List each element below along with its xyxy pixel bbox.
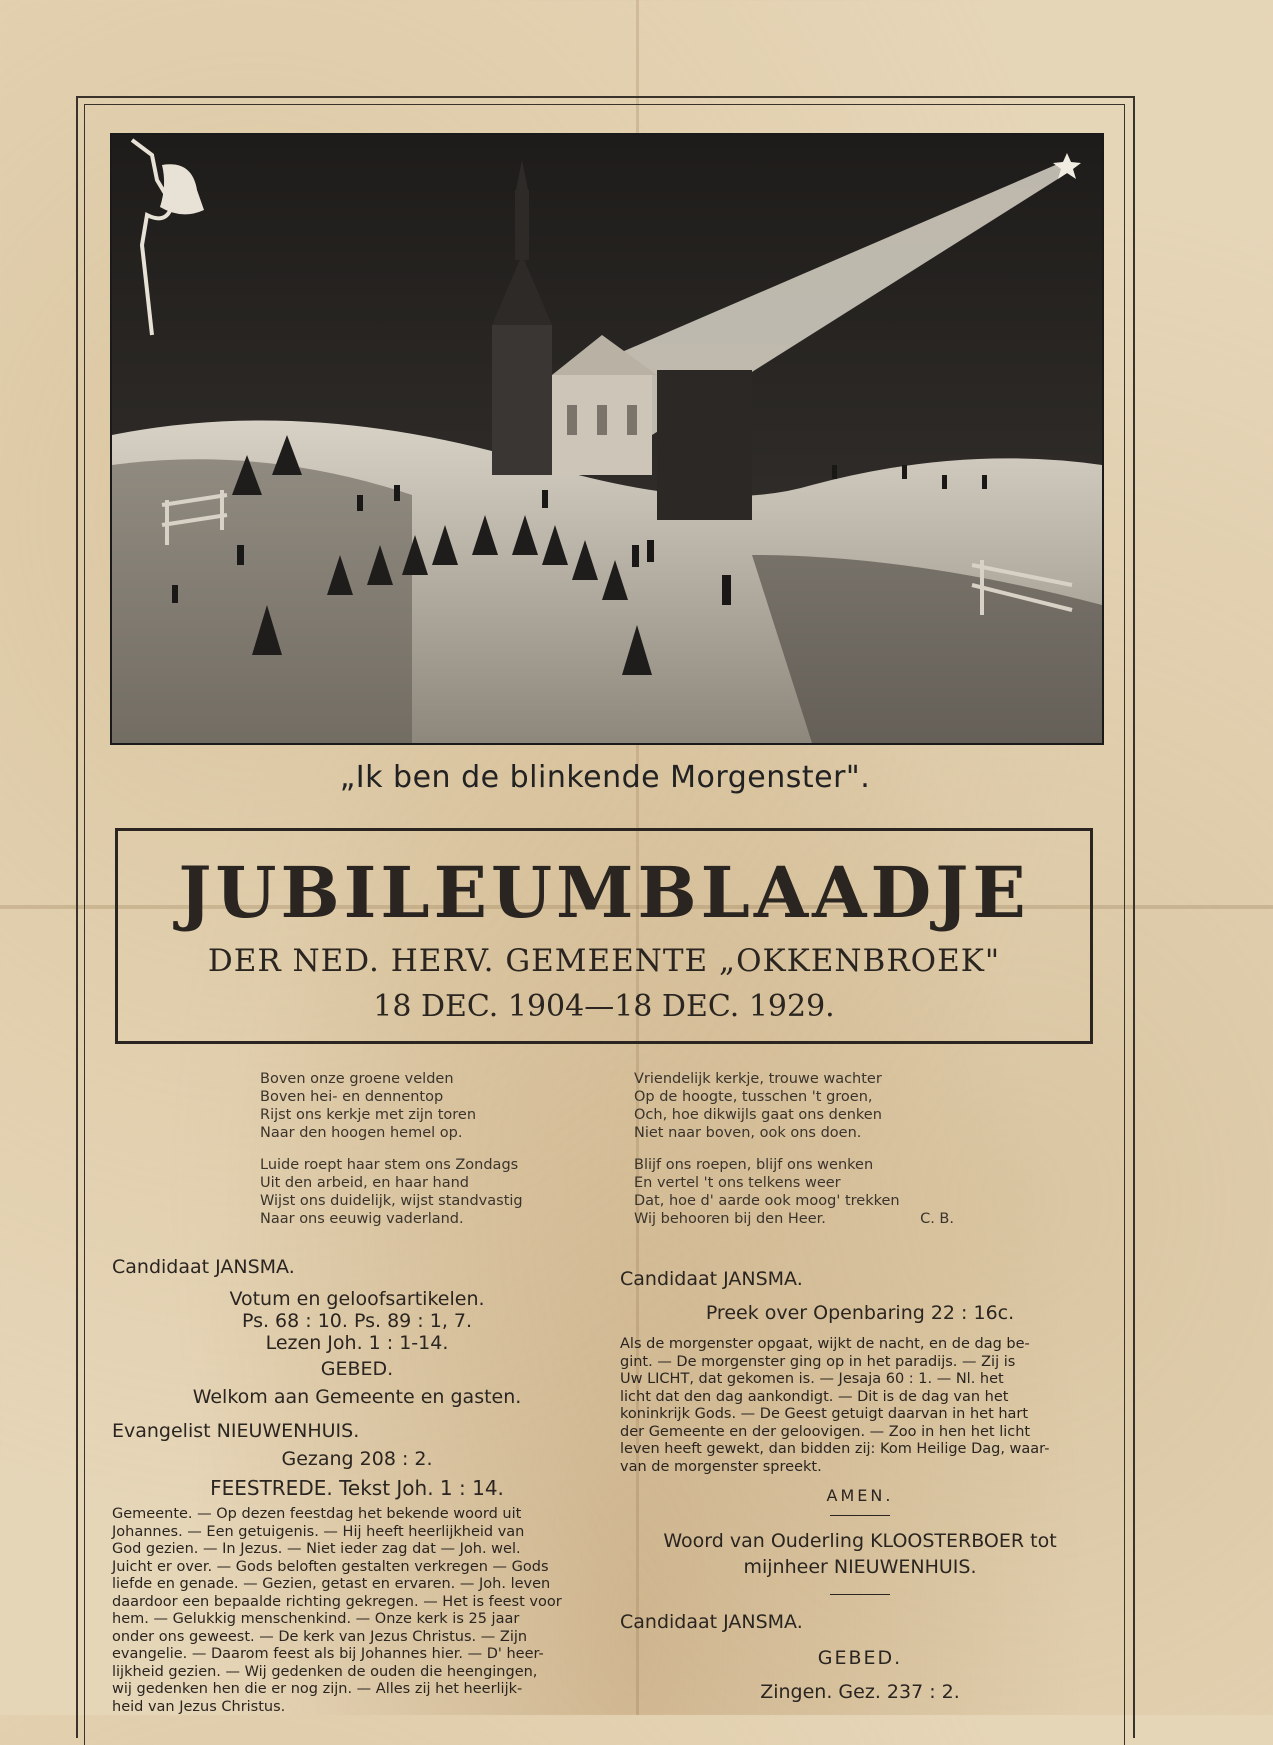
program-item: Lezen Joh. 1 : 1-14. — [265, 1332, 449, 1354]
poem-stanza — [260, 1156, 560, 1228]
program-item: Votum en geloofsartikelen. — [229, 1288, 485, 1310]
program-item: Woord van Ouderling KLOOSTERBOER tot — [663, 1530, 1057, 1552]
poem-line: Naar ons eeuwig vaderland. — [260, 1211, 464, 1227]
poem-line: Blijf ons roepen, blijf ons wenken — [634, 1157, 874, 1173]
page-date: 18 DEC. 1904—18 DEC. 1929. — [373, 989, 835, 1024]
poem-line: Niet naar boven, ook ons doen. — [634, 1125, 862, 1141]
prose-line: der Gemeente en der geloovigen. — Zoo in hen het licht — [620, 1423, 1031, 1440]
program-item: Zingen. Gez. 237 : 2. — [760, 1681, 960, 1703]
separator — [830, 1594, 890, 1595]
poem-left — [260, 1070, 560, 1242]
prose-line: wij gedenken hen die er nog zijn. — Alles zij het heerlijk- — [112, 1681, 523, 1697]
speaker-label: Candidaat JANSMA. — [112, 1256, 295, 1278]
prose-line: hem. — Gelukkig menschenkind. — Onze kerk is 25 jaar — [112, 1611, 520, 1627]
poem-line: Naar den hoogen hemel op. — [260, 1125, 463, 1141]
church-night-illustration — [110, 133, 1104, 745]
poem-line: En vertel 't ons telkens weer — [634, 1175, 841, 1191]
page-title: JUBILEUMBLAADJE — [178, 851, 1030, 934]
poem-line: Boven onze groene velden — [260, 1071, 454, 1087]
poem-stanza — [260, 1070, 560, 1142]
program-right — [620, 1268, 1100, 1703]
program-item: Welkom aan Gemeente en gasten. — [192, 1386, 522, 1408]
page-subtitle: DER NED. HERV. GEMEENTE „OKKENBROEK" — [207, 943, 1001, 979]
program-left — [112, 1256, 602, 1716]
prose-line: God gezien. — In Jezus. — Niet ieder zag dat — Joh. wel. — [112, 1541, 521, 1557]
program-item: mijnheer NIEUWENHUIS. — [743, 1556, 977, 1578]
poem-line: Och, hoe dikwijls gaat ons denken — [634, 1107, 882, 1123]
prose-line: liefde en genade. — Gezien, getast en ervaren. — Joh. leven — [112, 1576, 551, 1592]
prose-line: Johannes. — Een getuigenis. — Hij heeft heerlijkheid van — [112, 1523, 525, 1540]
prose-line: Als de morgenster opgaat, wijkt de nacht, en de dag be- — [620, 1336, 1030, 1352]
poem-line: Rijst ons kerkje met zijn toren — [260, 1107, 477, 1123]
feestrede-heading: FEESTREDE. Tekst Joh. 1 : 14. — [210, 1476, 504, 1500]
title-box — [115, 828, 1093, 1044]
poem-line: Boven hei- en dennentop — [260, 1089, 444, 1105]
prose-line: van de morgenster spreekt. — [620, 1458, 822, 1475]
poem-line: Vriendelijk kerkje, trouwe wachter — [634, 1071, 882, 1087]
poem-line: Dat, hoe d' aarde ook moog' trekken — [634, 1193, 900, 1209]
poem-line: Op de hoogte, tusschen 't groen, — [634, 1089, 873, 1105]
poem-line: Wijst ons duidelijk, wijst standvastig — [260, 1193, 523, 1209]
poem-signature: C. B. — [920, 1211, 954, 1227]
program-item: Ps. 68 : 10. Ps. 89 : 1, 7. — [241, 1310, 473, 1332]
prose-line: heid van Jezus Christus. — [112, 1698, 286, 1715]
poem-right — [634, 1070, 954, 1242]
prose-line: koninkrijk Gods. — De Geest getuigt daarvan in het hart — [620, 1406, 1029, 1422]
speaker-label: Candidaat JANSMA. — [620, 1611, 803, 1633]
amen: AMEN. — [826, 1486, 894, 1505]
speaker-label: Candidaat JANSMA. — [620, 1268, 803, 1290]
prose-line: licht dat den dag aankondigt. — Dit is de dag van het — [620, 1388, 1009, 1405]
program-item: GEBED. — [817, 1647, 903, 1669]
program-item: Gezang 208 : 2. — [281, 1448, 433, 1470]
prose-line: onder ons geweest. — De kerk van Jezus Christus. — Zijn — [112, 1628, 528, 1645]
preek-heading: Preek over Openbaring 22 : 16c. — [705, 1302, 1015, 1324]
poem-stanza — [634, 1156, 954, 1228]
poem-stanza — [634, 1070, 954, 1142]
speaker-label: Evangelist NIEUWENHUIS. — [112, 1420, 360, 1442]
prose-line: gint. — De morgenster ging op in het paradijs. — Zij is — [620, 1353, 1016, 1370]
preek-text — [620, 1336, 1100, 1476]
prose-line: leven heeft gewekt, dan bidden zij: Kom Heilige Dag, waar- — [620, 1441, 1050, 1457]
program-item: GEBED. — [320, 1358, 394, 1380]
prose-line: daardoor een bepaalde richting gekregen. — Het is feest voor — [112, 1593, 562, 1610]
separator — [830, 1515, 890, 1516]
poem-line: Wij behooren bij den Heer. — [634, 1211, 826, 1227]
prose-line: evangelie. — Daarom feest als bij Johannes hier. — D' heer- — [112, 1646, 544, 1662]
prose-line: Uw LICHT, dat gekomen is. — Jesaja 60 : 1. — Nl. het — [620, 1371, 1004, 1387]
prose-line: lijkheid gezien. — Wij gedenken de ouden die heengingen, — [112, 1663, 538, 1680]
motto-quote: „Ik ben de blinkende Morgenster". — [339, 760, 871, 795]
feestrede-text — [112, 1506, 602, 1716]
prose-line: Gemeente. — Op dezen feestdag het bekende woord uit — [112, 1506, 522, 1522]
poem-line: Uit den arbeid, en haar hand — [260, 1175, 470, 1191]
poem-line: Luide roept haar stem ons Zondags — [260, 1157, 519, 1173]
prose-line: Juicht er over. — Gods beloften gestalten verkregen — Gods — [112, 1558, 549, 1575]
